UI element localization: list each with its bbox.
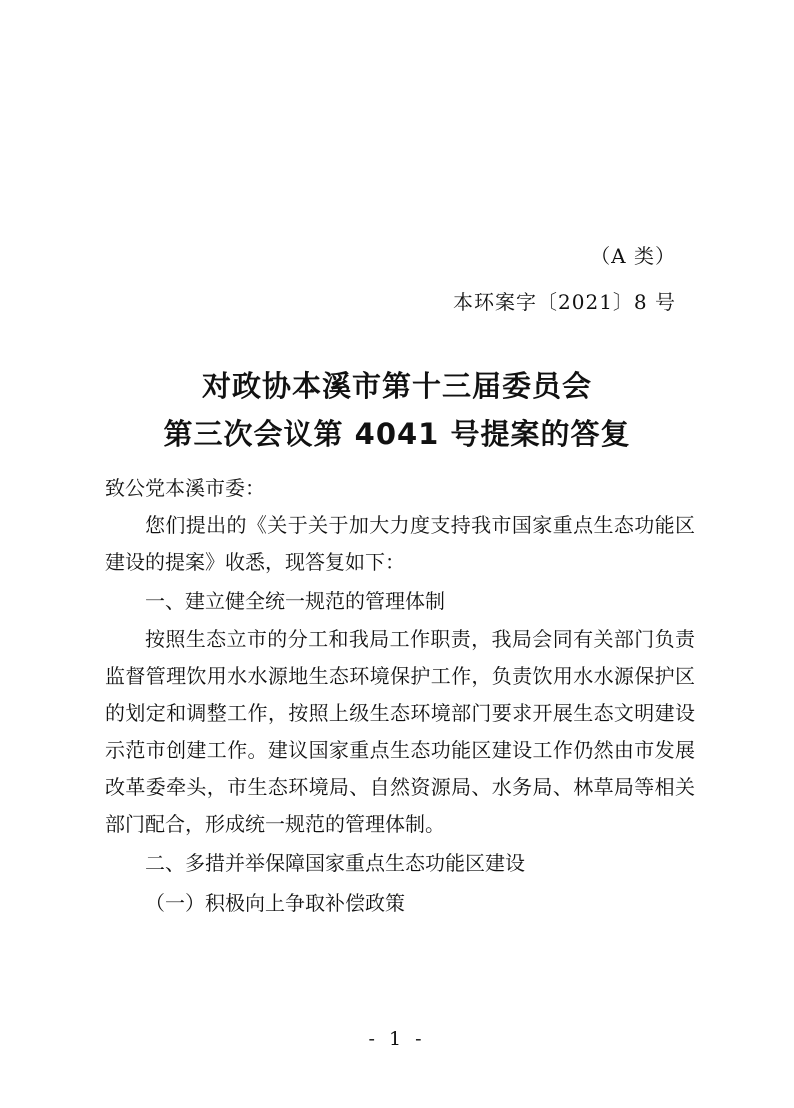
- intro-paragraph: 您们提出的《关于关于加大力度支持我市国家重点生态功能区建设的提案》收悉，现答复如下：: [105, 513, 695, 574]
- section-1-heading: 一、建立健全统一规范的管理体制: [145, 589, 445, 613]
- section-2-subheading-1: （一）积极向上争取补偿政策: [145, 891, 405, 915]
- salutation: 致公党本溪市委：: [105, 476, 265, 500]
- document-title: [0, 362, 794, 458]
- document-body: [105, 470, 695, 923]
- title-line-2: 第三次会议第 4041 号提案的答复: [163, 417, 631, 451]
- page-number: - 1 -: [368, 1028, 426, 1050]
- section-1-paragraph: 按照生态立市的分工和我局工作职责，我局会同有关部门负责监督管理饮用水水源地生态环境保护工作，负责饮用水水源保护区的划定和调整工作，按照上级生态环境部门要求开展生态文明建设示范市创建工作。建议国家重点生态功能区建设工作仍然由市发展改革委牵头，市生态环境局、自然资源局、水务局、林草局等相关部门配合，形成统一规范的管理体制。: [105, 627, 695, 836]
- category-label: （A 类）: [590, 244, 676, 268]
- document-number: 本环案字〔2021〕8 号: [453, 290, 676, 314]
- section-2-heading: 二、多措并举保障国家重点生态功能区建设: [145, 851, 525, 875]
- title-line-1: 对政协本溪市第十三届委员会: [201, 369, 592, 403]
